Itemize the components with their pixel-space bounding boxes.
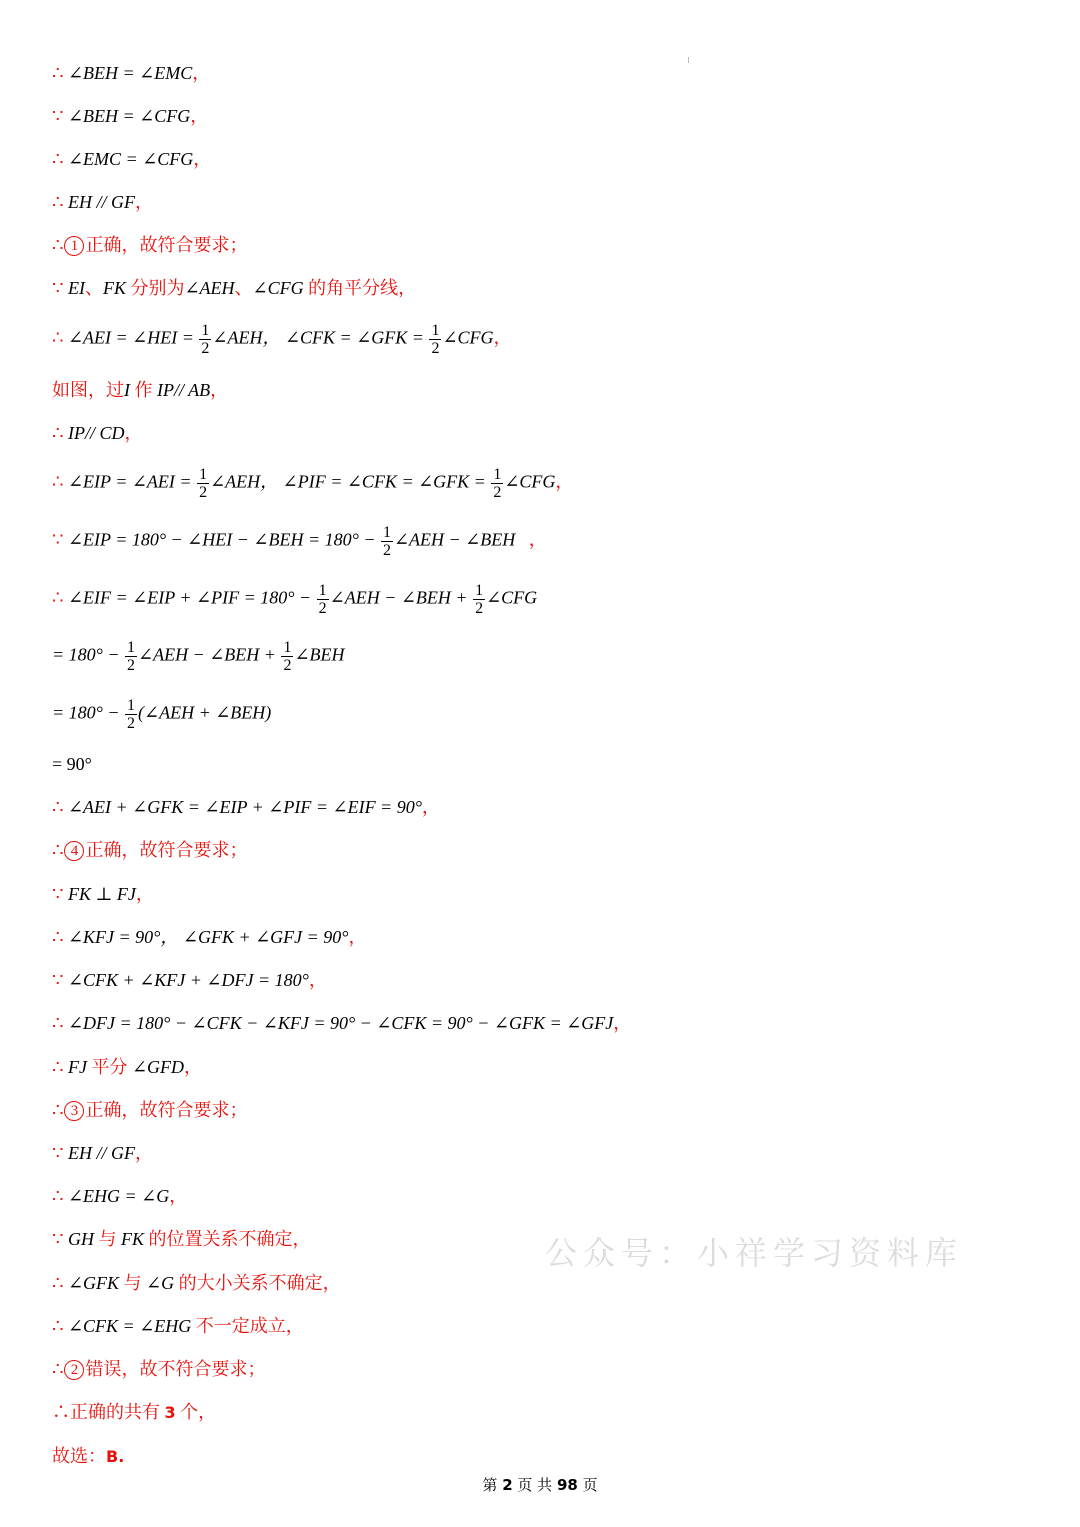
math-term: EI bbox=[67, 278, 85, 298]
because-symbol: ∵ bbox=[52, 1143, 64, 1163]
therefore-symbol: ∴ bbox=[52, 1057, 64, 1077]
fraction-half bbox=[281, 639, 293, 674]
scan-mark bbox=[688, 57, 689, 63]
therefore-symbol: ∴ bbox=[52, 471, 64, 492]
math-term: ∠GFD bbox=[131, 1057, 185, 1077]
text: 分别为 bbox=[125, 278, 185, 298]
text: 的位置关系不确定， bbox=[143, 1229, 311, 1249]
math-term: GH bbox=[67, 1229, 94, 1249]
proof-line bbox=[52, 1400, 216, 1425]
proof-line bbox=[52, 639, 345, 674]
math-term: ∠AEH bbox=[184, 278, 235, 298]
punct: ， bbox=[169, 1186, 188, 1206]
fraction-half bbox=[491, 466, 503, 501]
math-expression: ∠AEH − ∠BEH bbox=[393, 529, 516, 550]
punct: ， bbox=[135, 884, 154, 904]
fraction-numerator: 1 bbox=[431, 322, 440, 339]
proof-line bbox=[52, 1011, 631, 1035]
math-expression: FK ⊥ FJ bbox=[67, 884, 136, 904]
fraction-half bbox=[125, 697, 137, 732]
math-expression: ∠BEH = ∠CFG bbox=[67, 106, 191, 126]
math-expression: ， ∠CFK = ∠GFK = bbox=[262, 327, 429, 348]
proof-line bbox=[52, 421, 142, 445]
text: 作 bbox=[130, 380, 157, 400]
proof-line bbox=[52, 1314, 304, 1338]
proof-line bbox=[52, 1098, 247, 1122]
math-expression: ∠AEH bbox=[210, 471, 261, 492]
punct: ， bbox=[192, 63, 211, 83]
page-footer bbox=[0, 1474, 1080, 1495]
proof-line bbox=[52, 276, 416, 300]
text: 平分 bbox=[86, 1057, 132, 1077]
proof-line bbox=[52, 882, 154, 906]
math-expression: ∠BEH bbox=[294, 644, 345, 665]
math-term: ∠CFG bbox=[252, 278, 304, 298]
fraction-denominator: 2 bbox=[127, 715, 135, 732]
math-expression: ∠EMC = ∠CFG bbox=[67, 149, 194, 169]
math-expression: ∠CFG bbox=[486, 587, 538, 608]
text: 正确的共有 bbox=[70, 1402, 165, 1422]
math-expression: EH // GF bbox=[67, 1143, 135, 1163]
math-term: FJ bbox=[67, 1057, 87, 1077]
therefore-symbol: ∴ bbox=[52, 1402, 70, 1422]
text: 、 bbox=[84, 278, 103, 298]
count-number: 3 bbox=[164, 1403, 176, 1422]
proof-line bbox=[52, 1357, 265, 1381]
fraction-denominator: 2 bbox=[475, 600, 484, 617]
fraction-denominator: 2 bbox=[318, 600, 327, 617]
therefore-symbol: ∴ bbox=[52, 1186, 64, 1206]
circled-number: 3 bbox=[64, 1101, 84, 1121]
circled-number: 2 bbox=[64, 1360, 84, 1380]
therefore-symbol: ∴ bbox=[52, 1273, 64, 1293]
conclusion-text: 正确，故符合要求； bbox=[85, 840, 248, 860]
fraction-denominator: 2 bbox=[493, 484, 502, 501]
therefore-symbol: ∴ bbox=[52, 587, 64, 608]
math-expression: ∠DFJ = 180° − ∠CFK − ∠KFJ = 90° − ∠CFK = 90° − ∠GFK = ∠GFJ bbox=[67, 1013, 614, 1033]
because-symbol: ∵ bbox=[52, 884, 64, 904]
fraction-numerator: 1 bbox=[493, 466, 502, 483]
math-expression: IP// CD bbox=[67, 423, 125, 443]
fraction-half bbox=[197, 466, 209, 501]
therefore-symbol: ∴ bbox=[52, 1100, 64, 1120]
conclusion-text: 错误，故不符合要求； bbox=[85, 1359, 266, 1379]
therefore-symbol: ∴ bbox=[52, 192, 64, 212]
proof-line bbox=[52, 1055, 202, 1079]
proof-line bbox=[52, 378, 228, 402]
math-expression: ∠EIP = ∠AEI = bbox=[67, 471, 197, 492]
punct: ， bbox=[124, 423, 143, 443]
math-expression: = 180° − bbox=[52, 644, 124, 665]
math-expression: ∠AEH − ∠BEH + bbox=[329, 587, 473, 608]
punct: ， bbox=[613, 1013, 632, 1033]
fraction-denominator: 2 bbox=[199, 484, 208, 501]
math-expression: = 90° bbox=[52, 754, 92, 774]
math-expression: ∠CFG bbox=[504, 471, 556, 492]
math-expression: ∠KFJ = 90°， ∠GFK + ∠GFJ = 90° bbox=[67, 927, 349, 947]
fraction-denominator: 2 bbox=[382, 542, 391, 559]
math-expression: ∠AEI = ∠HEI = bbox=[67, 327, 199, 348]
footer-text: 第 bbox=[482, 1476, 503, 1494]
math-expression: ， ∠PIF = ∠CFK = ∠GFK = bbox=[260, 471, 491, 492]
math-term: FK bbox=[102, 278, 126, 298]
because-symbol: ∵ bbox=[52, 529, 64, 550]
math-term: ∠GFK bbox=[67, 1273, 120, 1293]
proof-line bbox=[52, 582, 537, 617]
fraction-numerator: 1 bbox=[127, 639, 135, 656]
punct: ， bbox=[134, 1143, 153, 1163]
fraction-numerator: 1 bbox=[283, 639, 292, 656]
therefore-symbol: ∴ bbox=[52, 1359, 64, 1379]
math-expression: ∠CFG bbox=[442, 327, 494, 348]
proof-line bbox=[52, 322, 512, 357]
text: 的角平分线， bbox=[303, 278, 417, 298]
proof-line bbox=[52, 1184, 187, 1208]
footer-text: 页 共 bbox=[512, 1476, 557, 1494]
therefore-symbol: ∴ bbox=[52, 840, 64, 860]
because-symbol: ∵ bbox=[52, 970, 64, 990]
text: 如图，过 bbox=[52, 380, 124, 400]
math-expression: ∠CFK + ∠KFJ + ∠DFJ = 180° bbox=[67, 970, 309, 990]
proof-line bbox=[52, 1141, 153, 1165]
therefore-symbol: ∴ bbox=[52, 423, 64, 443]
punct: ， bbox=[493, 327, 512, 348]
fraction-half bbox=[429, 322, 441, 357]
because-symbol: ∵ bbox=[52, 278, 64, 298]
therefore-symbol: ∴ bbox=[52, 63, 64, 83]
therefore-symbol: ∴ bbox=[52, 327, 64, 348]
therefore-symbol: ∴ bbox=[52, 1316, 64, 1336]
math-expression: = 180° − bbox=[52, 702, 124, 723]
proof-line bbox=[52, 466, 573, 501]
punct: ， bbox=[134, 192, 153, 212]
proof-line bbox=[52, 968, 327, 992]
page-number: 2 bbox=[502, 1476, 513, 1494]
proof-line bbox=[52, 925, 367, 949]
fraction-denominator: 2 bbox=[127, 657, 135, 674]
math-expression: ∠EHG = ∠G bbox=[67, 1186, 170, 1206]
page-total: 98 bbox=[556, 1476, 578, 1494]
punct: ， bbox=[190, 106, 209, 126]
conclusion-text: 正确，故符合要求； bbox=[85, 1100, 248, 1120]
answer-choice: B. bbox=[106, 1447, 125, 1466]
math-expression: ∠AEI + ∠GFK = ∠EIP + ∠PIF = ∠EIF = 90° bbox=[67, 797, 422, 817]
therefore-symbol: ∴ bbox=[52, 149, 64, 169]
proof-line bbox=[52, 1227, 310, 1251]
text: 个， bbox=[175, 1402, 217, 1422]
circled-number: 1 bbox=[64, 236, 84, 256]
footer-text: 页 bbox=[577, 1476, 598, 1494]
text: 与 bbox=[119, 1273, 147, 1293]
proof-line bbox=[52, 697, 271, 732]
fraction-half bbox=[125, 639, 137, 674]
proof-line bbox=[52, 147, 211, 171]
fraction-numerator: 1 bbox=[199, 466, 208, 483]
fraction-numerator: 1 bbox=[475, 582, 484, 599]
fraction-numerator: 1 bbox=[318, 582, 327, 599]
math-term: I bbox=[124, 380, 130, 400]
math-term: ∠G bbox=[146, 1273, 175, 1293]
proof-line bbox=[52, 1271, 341, 1295]
answer-label: 故选： bbox=[52, 1446, 106, 1466]
math-expression: EH // GF bbox=[67, 192, 135, 212]
math-expression: ∠BEH = ∠EMC bbox=[67, 63, 193, 83]
punct: ， bbox=[210, 380, 229, 400]
text: 不一定成立， bbox=[191, 1316, 304, 1336]
proof-line bbox=[52, 838, 247, 862]
punct: ， bbox=[308, 970, 327, 990]
proof-line bbox=[52, 752, 92, 776]
fraction-denominator: 2 bbox=[283, 657, 292, 674]
fraction-half bbox=[381, 524, 393, 559]
fraction-numerator: 1 bbox=[201, 322, 210, 339]
watermark: 公众号：小祥学习资料库 bbox=[545, 1234, 964, 1272]
punct: ， bbox=[184, 1057, 203, 1077]
math-expression: (∠AEH + ∠BEH) bbox=[138, 702, 272, 723]
punct: ， bbox=[528, 529, 547, 550]
proof-line bbox=[52, 190, 153, 214]
fraction-numerator: 1 bbox=[127, 697, 135, 714]
fraction-half bbox=[317, 582, 329, 617]
because-symbol: ∵ bbox=[52, 106, 64, 126]
proof-line bbox=[52, 233, 247, 257]
punct: ， bbox=[348, 927, 367, 947]
math-term: IP// AB bbox=[157, 380, 211, 400]
circled-number: 4 bbox=[64, 841, 84, 861]
text: 与 bbox=[93, 1229, 121, 1249]
punct: ， bbox=[193, 149, 212, 169]
proof-line bbox=[52, 1444, 124, 1469]
math-expression: ∠AEH bbox=[212, 327, 263, 348]
therefore-symbol: ∴ bbox=[52, 235, 64, 255]
proof-line bbox=[52, 61, 210, 85]
math-expression: ∠EIP = 180° − ∠HEI − ∠BEH = 180° − bbox=[67, 529, 380, 550]
fraction-numerator: 1 bbox=[382, 524, 391, 541]
therefore-symbol: ∴ bbox=[52, 797, 64, 817]
proof-line bbox=[52, 104, 208, 128]
text: 、 bbox=[234, 278, 253, 298]
proof-line bbox=[52, 524, 547, 559]
math-expression: ∠CFK = ∠EHG bbox=[67, 1316, 192, 1336]
conclusion-text: 正确，故符合要求； bbox=[85, 235, 248, 255]
proof-line bbox=[52, 795, 440, 819]
fraction-half bbox=[199, 322, 211, 357]
math-expression: ∠EIF = ∠EIP + ∠PIF = 180° − bbox=[67, 587, 316, 608]
therefore-symbol: ∴ bbox=[52, 927, 64, 947]
punct: ， bbox=[421, 797, 440, 817]
fraction-denominator: 2 bbox=[431, 340, 440, 357]
therefore-symbol: ∴ bbox=[52, 1013, 64, 1033]
fraction-half bbox=[473, 582, 485, 617]
math-expression: ∠AEH − ∠BEH + bbox=[138, 644, 281, 665]
text: 的大小关系不确定， bbox=[174, 1273, 341, 1293]
fraction-denominator: 2 bbox=[201, 340, 210, 357]
because-symbol: ∵ bbox=[52, 1229, 64, 1249]
punct: ， bbox=[555, 471, 574, 492]
math-term: FK bbox=[120, 1229, 144, 1249]
